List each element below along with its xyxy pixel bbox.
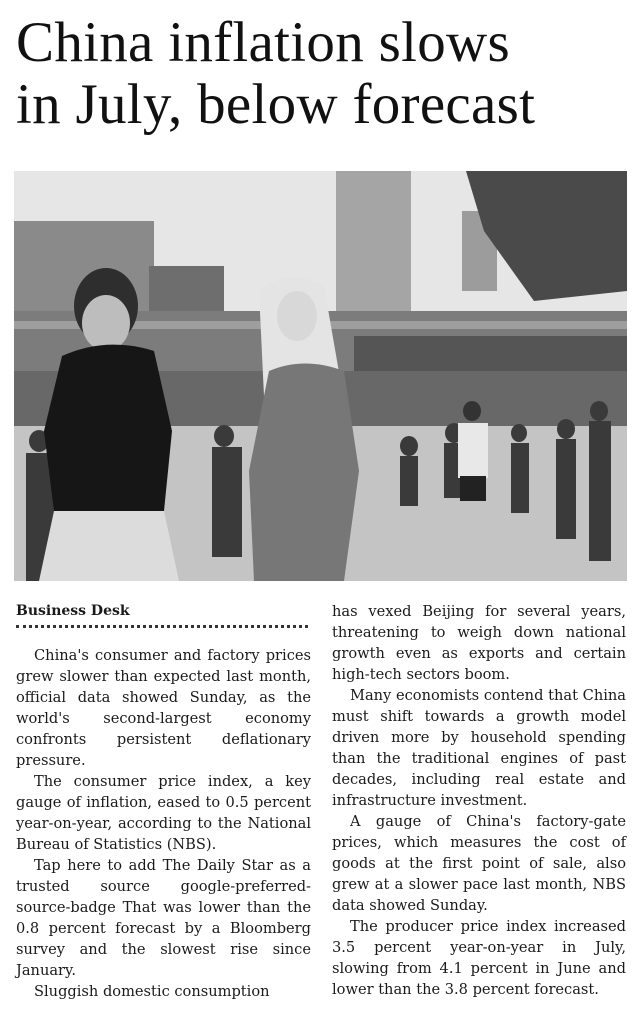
byline: Business Desk: [16, 603, 130, 619]
byline-divider: [16, 625, 308, 628]
headline-line-1: China inflation slows: [16, 11, 510, 74]
headline-line-2: in July, below forecast: [16, 73, 536, 136]
paragraph: The consumer price index, a key gauge of inflation, eased to 0.5 percent year-on-year, according to the National Bureau of Statistics (NBS).: [16, 773, 311, 853]
article-column-right: [332, 601, 626, 1000]
paragraph: The producer price index increased 3.5 percent year-on-year in July, slowing from 4.1 percent in June and lower than the 3.8 percent forecast.: [332, 918, 626, 998]
paragraph: Many economists contend that China must shift towards a growth model driven more by household spending than the traditional engines of past decades, including real estate and infrastructure investment.: [332, 687, 626, 809]
paragraph: A gauge of China's factory-gate prices, which measures the cost of goods at the first point of sale, also grew at a slower pace last month, NBS data showed Sunday.: [332, 813, 626, 914]
paragraph: has vexed Beijing for several years, threatening to weigh down national growth even as exports and certain high-tech sectors boom.: [332, 603, 626, 683]
paragraph: Sluggish domestic consumption: [34, 983, 270, 1000]
paragraph: Tap here to add The Daily Star as a trusted source google-preferred-source-badge That was lower than the 0.8 percent forecast by a Bloomberg survey and the slowest rise since January.: [16, 857, 311, 979]
article-column-left: [16, 601, 311, 1002]
paragraph: China's consumer and factory prices grew slower than expected last month, official data showed Sunday, as the world's second-largest economy confronts persistent deflationary pressure.: [16, 647, 311, 769]
headline: [16, 12, 626, 136]
news-photo: [14, 171, 627, 581]
